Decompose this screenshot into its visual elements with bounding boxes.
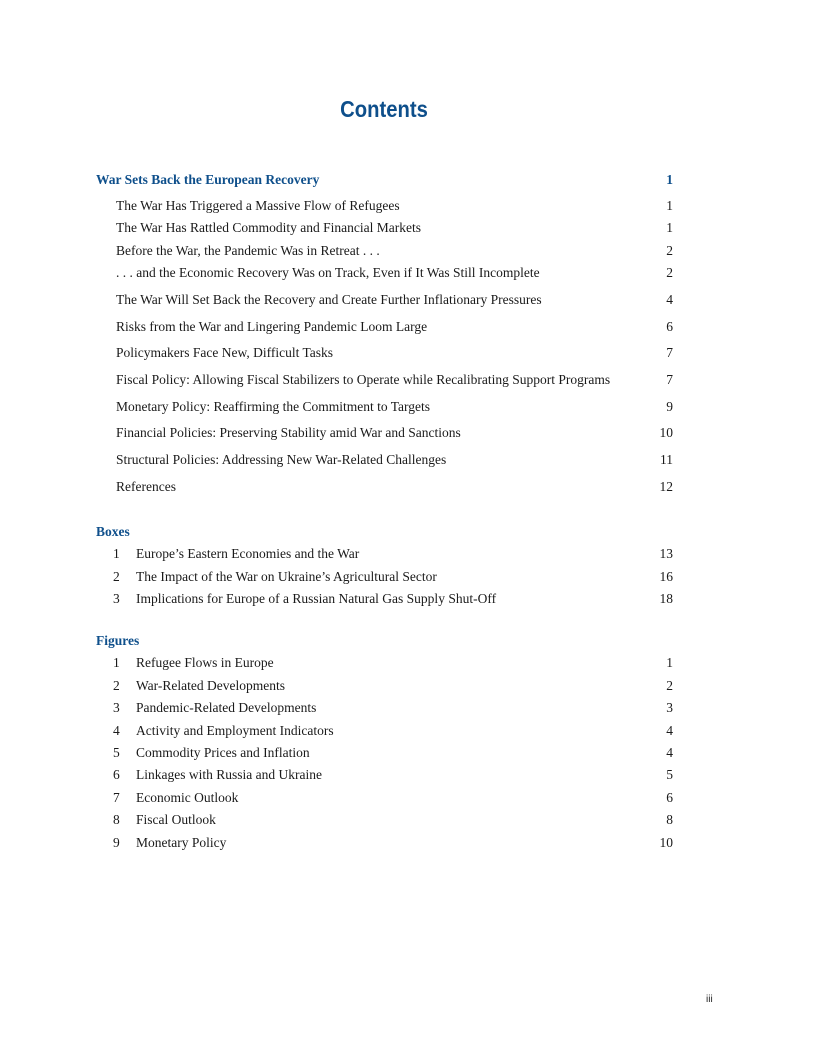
toc-entry-label: Europe’s Eastern Economies and the War: [136, 546, 360, 561]
toc-figure-entry[interactable]: [96, 699, 673, 717]
toc-page-number: 1: [666, 198, 673, 213]
item-number: 1: [113, 655, 120, 670]
toc-entry-label: The Impact of the War on Ukraine’s Agricultural Sector: [136, 569, 437, 584]
toc-entry-label: The War Has Rattled Commodity and Financial Markets: [116, 220, 421, 235]
toc-entry-label: Linkages with Russia and Ukraine: [136, 767, 322, 782]
item-number: 9: [113, 835, 120, 850]
toc-box-entry[interactable]: [96, 590, 673, 608]
toc-entry-label: . . . and the Economic Recovery Was on Track, Even if It Was Still Incomplete: [116, 265, 540, 280]
toc-page-number: 12: [659, 479, 673, 494]
item-number: 8: [113, 812, 120, 827]
toc-page-number: 10: [659, 425, 673, 440]
toc-page-number: 6: [666, 319, 673, 334]
toc-page-number: 9: [666, 399, 673, 414]
item-number: 1: [113, 546, 120, 561]
toc-entry[interactable]: [96, 344, 673, 362]
item-number: 2: [113, 678, 120, 693]
toc-page-number: 4: [666, 292, 673, 307]
toc-box-entry[interactable]: [96, 568, 673, 586]
toc-figure-entry[interactable]: [96, 744, 673, 762]
toc-entry-label: War Sets Back the European Recovery: [96, 172, 320, 187]
toc-page-number: 11: [660, 452, 673, 467]
toc-entry-label: Risks from the War and Lingering Pandemic Loom Large: [116, 319, 428, 334]
item-number: 6: [113, 767, 120, 782]
toc-page-number: 2: [666, 243, 673, 258]
toc-figure-entry[interactable]: [96, 789, 673, 807]
toc-entry-label: Structural Policies: Addressing New War-Related Challenges: [116, 452, 447, 467]
toc-entry[interactable]: [96, 291, 673, 309]
toc-page-number: 1: [666, 655, 673, 670]
toc-entry[interactable]: [96, 219, 673, 237]
boxes-heading: Boxes: [96, 524, 130, 539]
toc-entry[interactable]: [96, 242, 673, 260]
toc-entry[interactable]: [96, 424, 673, 442]
toc-entry[interactable]: [96, 371, 673, 389]
item-number: 7: [113, 790, 120, 805]
toc-page-number: 13: [659, 546, 673, 561]
toc-figure-entry[interactable]: [96, 811, 673, 829]
toc-figure-entry[interactable]: [96, 677, 673, 695]
toc-figure-entry[interactable]: [96, 654, 673, 672]
toc-entry-label: Monetary Policy: [136, 835, 227, 850]
toc-page-number: 7: [666, 345, 673, 360]
toc-entry-label: War-Related Developments: [136, 678, 285, 693]
item-number: 5: [113, 745, 120, 760]
toc-page-number: 10: [659, 835, 673, 850]
toc-page-number: 16: [659, 569, 673, 584]
toc-page-number: 4: [666, 745, 673, 760]
toc-entry-label: Economic Outlook: [136, 790, 239, 805]
toc-entry[interactable]: [96, 478, 673, 496]
toc-entry[interactable]: [96, 451, 673, 469]
toc-page-number: 1: [666, 220, 673, 235]
toc-entry[interactable]: [96, 398, 673, 416]
item-number: 2: [113, 569, 120, 584]
toc-entry-label: The War Will Set Back the Recovery and Create Further Inflationary Pressures: [116, 292, 542, 307]
toc-page-number: 3: [666, 700, 673, 715]
toc-entry-label: Policymakers Face New, Difficult Tasks: [116, 345, 334, 360]
toc-page-number: 2: [666, 678, 673, 693]
toc-page-number: 2: [666, 265, 673, 280]
page-title: Contents: [340, 96, 428, 122]
item-number: 3: [113, 700, 120, 715]
toc-entry-label: Implications for Europe of a Russian Natural Gas Supply Shut-Off: [136, 591, 497, 606]
toc-page-number: 4: [666, 723, 673, 738]
toc-entry[interactable]: [96, 197, 673, 215]
toc-entry-label: Fiscal Outlook: [136, 812, 216, 827]
toc-box-entry[interactable]: [96, 545, 673, 563]
toc-page-number: 8: [666, 812, 673, 827]
toc-entry-label: Pandemic-Related Developments: [136, 700, 317, 715]
toc-entry-label: Monetary Policy: Reaffirming the Commitment to Targets: [116, 399, 431, 414]
item-number: 3: [113, 591, 120, 606]
toc-figure-entry[interactable]: [96, 834, 673, 852]
toc-page-number: 1: [666, 172, 673, 187]
toc-entry-label: References: [116, 479, 176, 494]
page-folio: iii: [706, 994, 713, 1005]
figures-heading: Figures: [96, 633, 140, 648]
toc-entry-label: Before the War, the Pandemic Was in Retreat . . .: [116, 243, 380, 258]
toc-entry-label: The War Has Triggered a Massive Flow of Refugees: [116, 198, 400, 213]
toc-entry-label: Commodity Prices and Inflation: [136, 745, 310, 760]
toc-chapter[interactable]: [96, 171, 673, 189]
toc-figure-entry[interactable]: [96, 766, 673, 784]
toc-figure-entry[interactable]: [96, 722, 673, 740]
toc-page-number: 6: [666, 790, 673, 805]
toc-page-number: 5: [666, 767, 673, 782]
toc-page-number: 7: [666, 372, 673, 387]
toc-entry-label: Fiscal Policy: Allowing Fiscal Stabilizers to Operate while Recalibrating Support Programs: [116, 372, 611, 387]
toc-entry-label: Financial Policies: Preserving Stability amid War and Sanctions: [116, 425, 461, 440]
toc-entry[interactable]: [96, 318, 673, 336]
toc-entry-label: Refugee Flows in Europe: [136, 655, 274, 670]
toc-page-number: 18: [659, 591, 673, 606]
item-number: 4: [113, 723, 120, 738]
toc-entry-label: Activity and Employment Indicators: [136, 723, 334, 738]
toc-entry[interactable]: [96, 264, 673, 282]
